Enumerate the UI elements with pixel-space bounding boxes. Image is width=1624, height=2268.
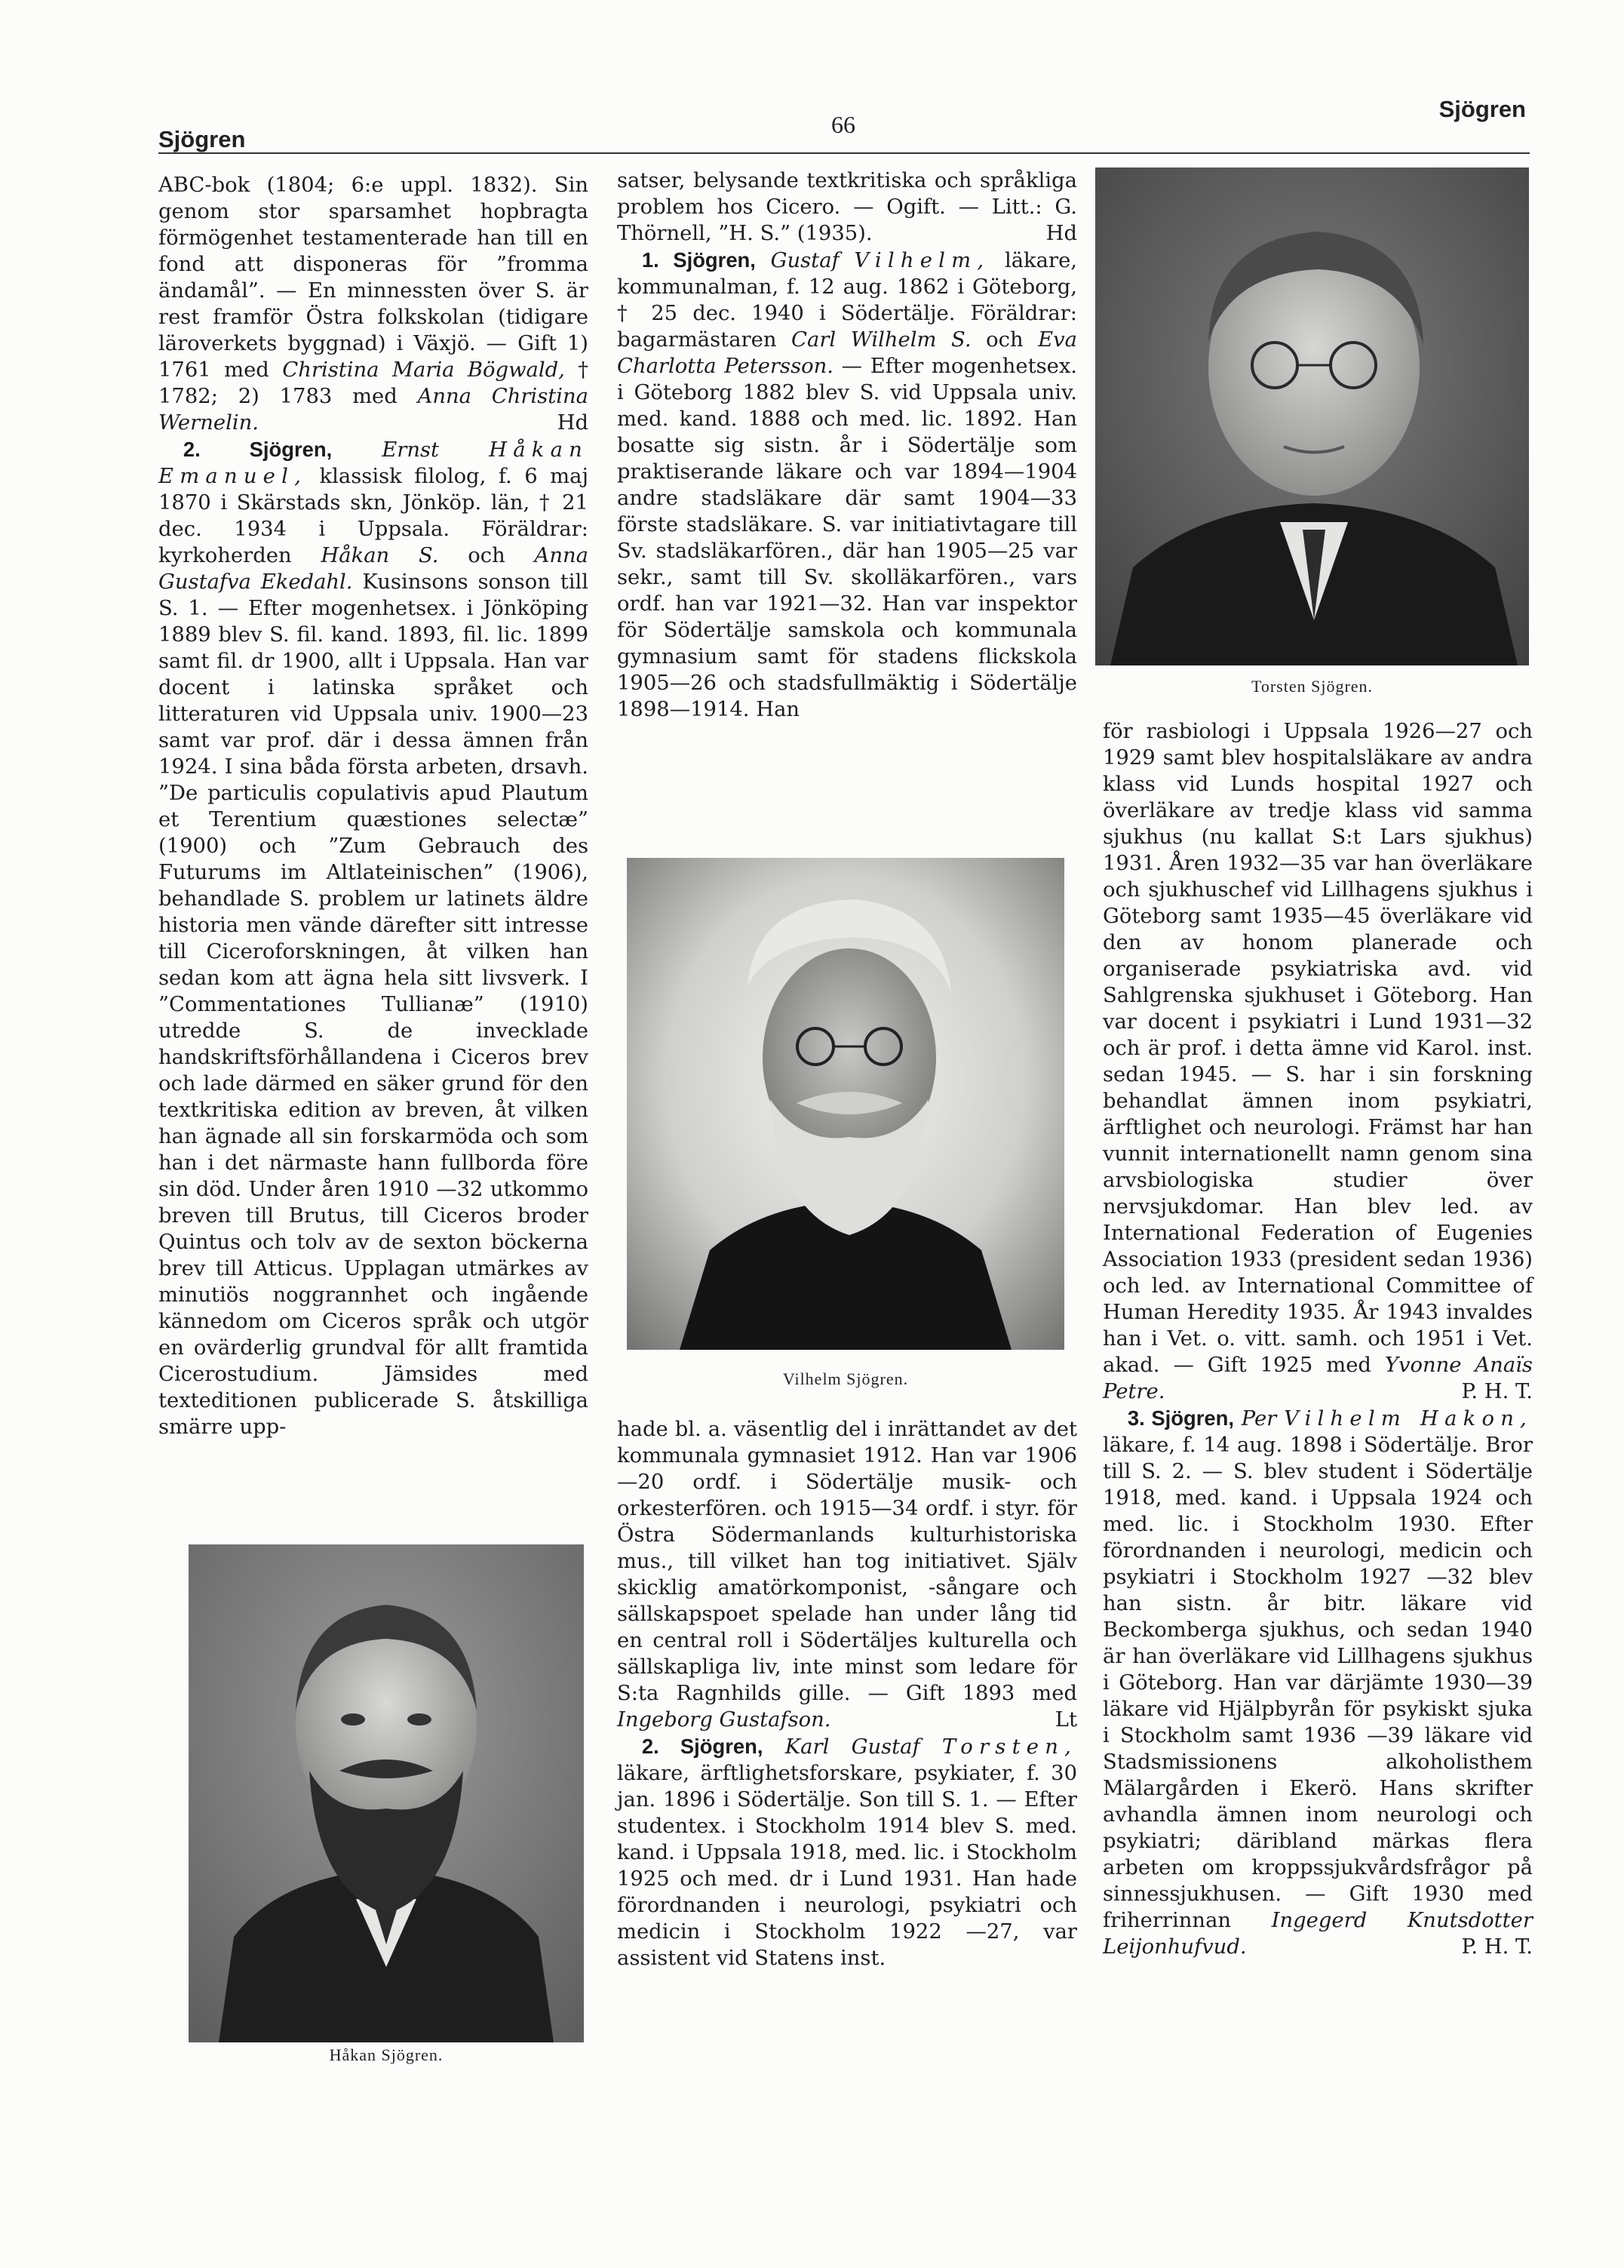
author-signature: P. H. T. xyxy=(1461,1380,1533,1403)
caption-hakan: Håkan Sjögren. xyxy=(329,2045,444,2064)
entry-gustaf-vilhelm: 1. Sjögren, Gustaf Vilhelm, läkare, kommunalman, f. 12 aug. 1862 i Göteborg, † 25 dec. 1940 i Södertälje. Föräldrar: bagarmästaren Carl Wilhelm S. och Eva Charlotta Petersson. — Efter mogenhetsex. i Göteborg 1882 blev S. vid Uppsala univ. med. kand. 1888 och med. lic. 1892. Han bosatte sig sistn. år i Södertälje som praktiserande läkare och var 1894—1904 andre stadsläkare där samt 1904—33 förste stadsläkare. S. var initiativtagare till Sv. stadsläkarfören., där han 1905—25 var sekr., samt till Sv. skolläkarfören., vars ordf. han var 1921—32. Han var inspektor för Södertälje samskola och kommunala gymnasium samt för stadens flickskola 1905—26 och stadsfullmäktig i Södertälje 1898—1914. Han xyxy=(617,248,1077,721)
column-middle-bottom xyxy=(617,1416,1077,1971)
entry-continuation: ABC-bok (1804; 6:e uppl. 1832). Sin genom stor sparsamhet hopbragta förmögenhet testamenterade han till en fond att disponeras för ”fromma ändamål”. — En minnessten över S. är rest framför Östra folkskolan (tidigare läroverkets byggnad) i Växjö. — Gift 1) 1761 med Christina Maria Bögwald, † 1782; 2) 1783 med Anna Christina Wernelin. Hd xyxy=(158,174,588,435)
header-rule xyxy=(158,152,1530,154)
column-middle-top xyxy=(617,167,1077,723)
caption-vilhelm: Vilhelm Sjögren. xyxy=(782,1369,909,1388)
entry-per-vilhelm-hakon: 3. Sjögren, Per Vilhelm Hakon, läkare, f. 14 aug. 1898 i Södertälje. Bror till S. 2. — S. blev student i Södertälje 1918, med. kand. i Uppsala 1924 och med. lic. i Stockholm 1930. Efter förordnanden i neurologi, medicin och psykiatri i Stockholm 1927 —32 blev han sistn. år bitr. läkare vid Beckomberga sjukhus, och sedan 1940 är han överläkare vid Lillhagens sjukhus i Göteborg. Han var därjämte 1930—39 läkare vid Hjälpbyrån för psykiskt sjuka i Stockholm samt 1936 —39 läkare vid Stadsmissionens alkoholisthem Mälargården i Ekerö. Hans skrifter avhandla ämnen inom neurologi och psykiatri; däribland märkas flera arbeten om kroppssjukvårdsfrågor på sinnessjukhusen. — Gift 1930 med friherrinnan Ingegerd Knutsdotter Leijonhufvud. P. H. T. xyxy=(1103,1406,1533,1959)
page-number: 66 xyxy=(831,111,855,138)
portrait-vilhelm-sjogren xyxy=(627,858,1064,1350)
author-signature: Lt xyxy=(1055,1708,1077,1732)
entry-continuation: för rasbiologi i Uppsala 1926—27 och 1929 samt blev hospitalsläkare av andra klass vid Lunds hospital 1927 och överläkare av tredje klass vid samma sjukhus (nu kallat S:t Lars sjukhus) 1931. Åren 1932—35 var han överläkare och sjukhuschef vid Lillhagens sjukhus i Göteborg samt 1935—45 överläkare vid den av honom planerade och organiserade psykiatriska avd. vid Sahlgrenska sjukhuset i Göteborg. Han var docent i psykiatri i Lund 1931—32 och är prof. i detta ämne vid Karol. inst. sedan 1945. — S. har i sin forskning behandlat ämnen inom psykiatri, ärftlighet och neurologi. Främst har han vunnit internationellt namn genom sina arvsbiologiska studier över nervsjukdomar. Han blev led. av International Federation of Eugenies Association 1933 (president sedan 1936) och led. av International Committee of Human Heredity 1935. År 1943 invaldes han i Vet. o. vitt. samh. och 1951 i Vet. akad. — Gift 1925 med Yvonne Anaïs Petre. P. H. T. xyxy=(1103,720,1533,1403)
column-left xyxy=(158,172,588,1440)
portrait-hakan-sjogren xyxy=(189,1544,584,2042)
entry-heading: 2. Sjögren, xyxy=(183,438,333,461)
entry-heading: 1. Sjögren, xyxy=(641,248,756,272)
entry-heading: 2. Sjögren, xyxy=(641,1735,763,1758)
running-head-left: Sjögren xyxy=(158,126,246,152)
entry-karl-gustaf-torsten: 2. Sjögren, Karl Gustaf Torsten, läkare, ärftlighetsforskare, psykiater, f. 30 jan. 1896 i Södertälje. Son till S. 1. — Efter studentex. i Stockholm 1914 blev S. med. kand. i Uppsala 1918, med. lic. i Stockholm 1925 och med. dr i Lund 1931. Han hade förordnanden i neurologi, psykiatri och medicin i Stockholm 1922 —27, var assistent vid Statens inst. xyxy=(617,1735,1078,1970)
running-head-right: Sjögren xyxy=(1438,96,1526,122)
entry-heading: 3. Sjögren, xyxy=(1127,1406,1234,1430)
entry-ernst-hakan-emanuel: 2. Sjögren, Ernst Håkan Emanuel, klassisk filolog, f. 6 maj 1870 i Skärstads skn, Jönköp. län, † 21 dec. 1934 i Uppsala. Föräldrar: kyrkoherden Håkan S. och Anna Gustafva Ekedahl. Kusinsons sonson till S. 1. — Efter mogenhetsex. i Jönköping 1889 blev S. fil. kand. 1893, fil. lic. 1899 samt fil. dr 1900, allt i Uppsala. Han var docent i latinska språket och litteraturen vid Uppsala univ. 1900—23 samt var prof. där i dessa ämnen från 1924. I sina båda första arbeten, drsavh. ”De particulis copulativis apud Plautum et Terentium quæstiones selectæ” (1900) och ”Zum Gebrauch des Futurums im Altlateinischen” (1906), behandlade S. problem ur latinets äldre historia men vände därefter sitt intresse till Ciceroforskningen, åt vilken han sedan kom att ägna hela sitt livsverk. I ”Commentationes Tullianæ” (1910) utredde S. de invecklade handskriftsförhållandena i Ciceros brev och lade därmed en säker grund för den textkritiska edition av breven, åt vilken han ägnade all sin forskarmöda och som han i det närmaste hann fullborda före sin död. Under åren 1910 —32 utkommo breven till Brutus, till Ciceros broder Quintus och tolv av de sexton böckerna brev till Atticus. Upplagan utmärkes av minutiös noggrannhet och ingående kännedom om Ciceros språk och utgör en ovärderlig grundval för allt framtida Cicerostudium. Jämsides med texteditionen publicerade S. åtskilliga smärre upp- xyxy=(158,438,588,1439)
entry-continuation: satser, belysande textkritiska och språkliga problem hos Cicero. — Ogift. — Litt.: G. Thörnell, ”H. S.” (1935). Hd xyxy=(617,169,1077,245)
author-signature: P. H. T. xyxy=(1461,1935,1533,1959)
portrait-torsten-sjogren xyxy=(1095,167,1529,665)
column-right xyxy=(1103,718,1533,1960)
author-signature: Hd xyxy=(1045,222,1077,245)
caption-torsten: Torsten Sjögren. xyxy=(1251,677,1374,696)
entry-continuation: hade bl. a. väsentlig del i inrättandet av det kommunala gymnasiet 1912. Han var 1906—20 ordf. i Södertälje musik- och orkesterfören. och 1915—34 ordf. i styr. för Östra Södermanlands kulturhistoriska mus., till vilket han tog initiativet. Själv skicklig amatörkomponist, -sångare och sällskapspoet spelade han under lång tid en central roll i Södertäljes kulturella och sällskapliga liv, inte minst som ledare för S:ta Ragnhilds gille. — Gift 1893 med Ingeborg Gustafson. Lt xyxy=(617,1418,1077,1732)
author-signature: Hd xyxy=(557,411,588,435)
